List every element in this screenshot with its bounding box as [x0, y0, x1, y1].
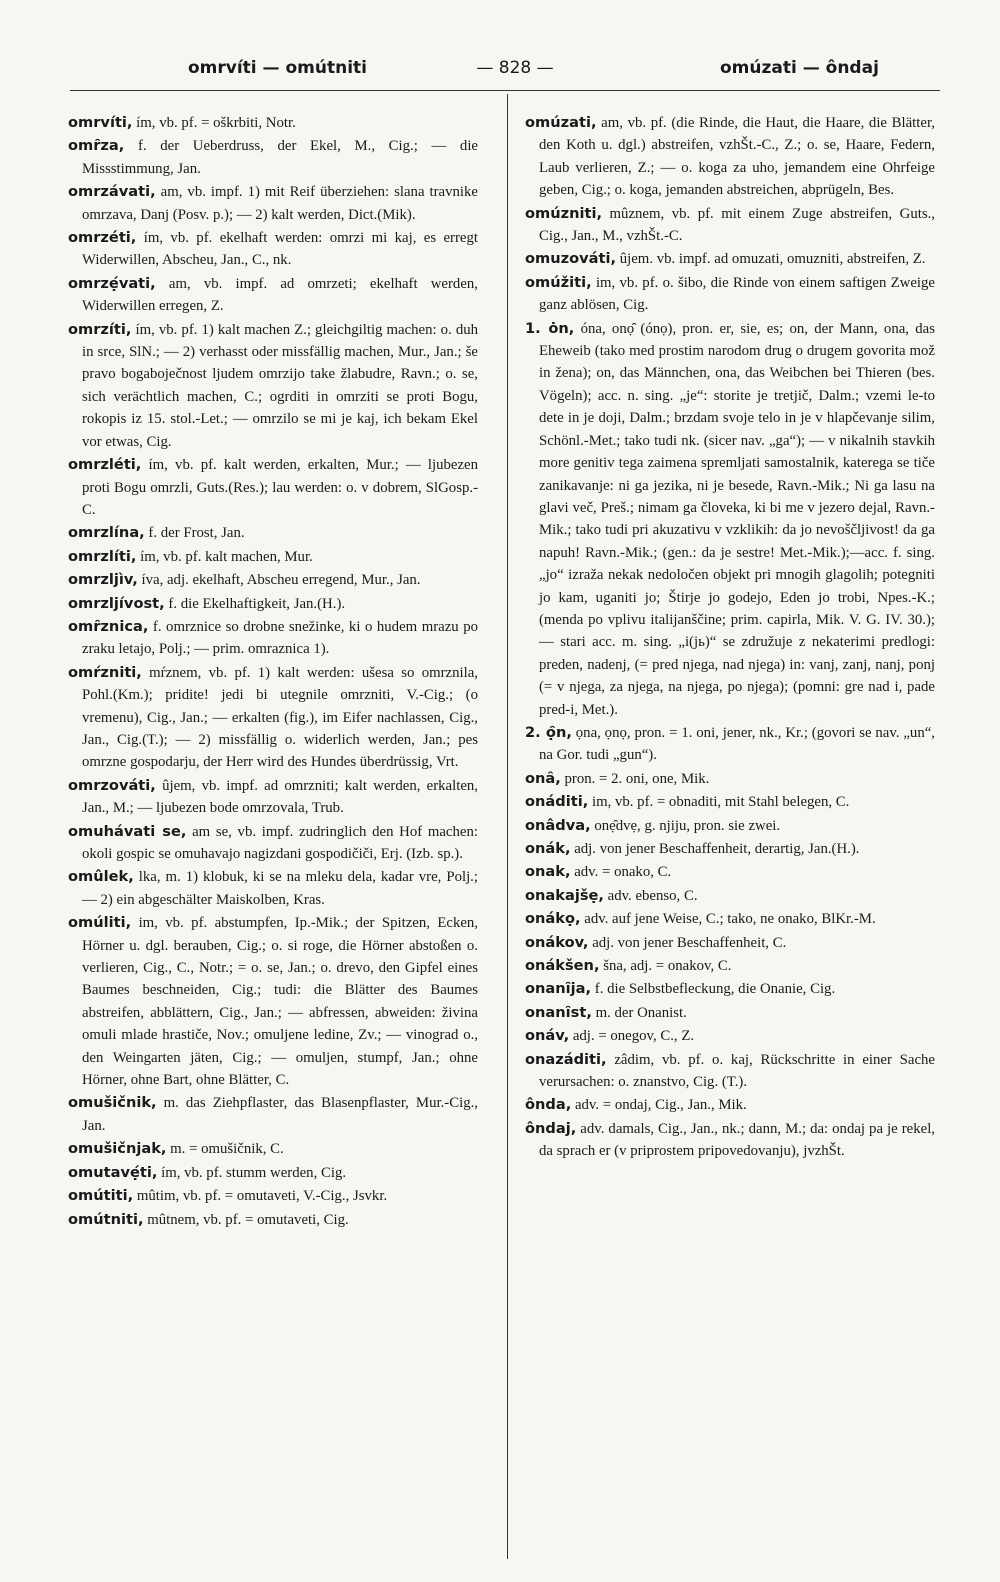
- entry-definition: am se, vb. impf. zudringlich den Hof machen: okoli gospic se omuhavajo nagizdani gospodičiči, Erj. (Izb. sp.).: [82, 823, 478, 862]
- entry-headword: ôndaj,: [525, 1119, 577, 1137]
- dictionary-entry: [68, 1185, 478, 1207]
- dictionary-entry: [525, 932, 935, 954]
- entry-definition: am, vb. pf. (die Rinde, die Haut, die Haare, die Blätter, den Koth u. dgl.) abstreifen, vzhŠt.-C., Z.; o. se, Haare, Federn, Laub verlieren, Z.; — o. koga za uho, jemandem eine Ohrfeige geben, Cig.; o. koga, jemanden abstreichen, abprügeln, Bes.: [539, 115, 936, 199]
- dictionary-entry: [68, 454, 478, 521]
- entry-definition: m. = omušičnik, C.: [170, 1141, 284, 1158]
- entry-definition: f. der Ueberdruss, der Ekel, M., Cig.; — die Missstimmung, Jan.: [82, 138, 478, 177]
- dictionary-entry: [68, 181, 478, 226]
- entry-headword: omrzlíti,: [68, 547, 137, 565]
- entry-headword: omutavẹ́ti,: [68, 1163, 158, 1181]
- dictionary-entry: [68, 593, 478, 615]
- entry-definition: f. die Ekelhaftigkeit, Jan.(H.).: [168, 595, 346, 612]
- entry-headword: omrzávati,: [68, 183, 156, 201]
- dictionary-entry: [68, 522, 478, 544]
- entry-headword: onâdva,: [525, 816, 591, 834]
- entry-headword: omušičnik,: [68, 1094, 157, 1112]
- entry-definition: ím, vb. pf. kalt werden, erkalten, Mur.; — ljubezen proti Bogu omrzli, Guts.(Res.); lau werden: o. v dobrem, SlGosp.-C.: [82, 457, 479, 518]
- entry-headword: onakajšẹ,: [525, 886, 604, 904]
- entry-definition: ím, vb. pf. 1) kalt machen Z.; gleichgiltig machen: o. duh in srce, SlN.; — 2) verhasst oder missfällig machen, Mur., Jan.; še pravo bogaboječnost ljudem omrzijo take žlabudre, Ravn.; o. se, sich verächtlich machen, C.; ogrditi in omrziti se proti Bogu, rokopis iz 15. stol.-Let.; — omrzilo se mi je kaj, ich bekam Ekel vor etwas, Cig.: [82, 321, 479, 450]
- right-column: [525, 112, 935, 1164]
- dictionary-entry: [525, 791, 935, 813]
- dictionary-entry: [68, 569, 478, 591]
- entry-headword: 1. ȯn,: [525, 319, 575, 337]
- entry-definition: m. der Onanist.: [595, 1004, 687, 1021]
- entry-headword: onáv,: [525, 1027, 570, 1045]
- dictionary-entry: [68, 112, 478, 134]
- dictionary-entry: [68, 319, 478, 453]
- entry-headword: onákov,: [525, 933, 589, 951]
- entry-definition: ọna, ọnọ, pron. = 1. oni, jener, nk., Kr.; (govori se nav. „un“, na Gor. tudi „gun“).: [539, 724, 935, 764]
- entry-definition: šna, adj. = onakov, C.: [603, 958, 732, 975]
- entry-definition: mûtnem, vb. pf. = omutaveti, Cig.: [147, 1211, 349, 1228]
- entry-definition: adj. = onegov, C., Z.: [572, 1028, 695, 1045]
- entry-headword: onanȋst,: [525, 1003, 592, 1021]
- entry-definition: am, vb. impf. ad omrzeti; ekelhaft werden, Widerwillen erregen, Z.: [82, 275, 478, 315]
- column-divider: [507, 94, 508, 1559]
- entry-headword: omútniti,: [68, 1210, 144, 1228]
- entry-definition: f. die Selbstbefleckung, die Onanie, Cig.: [594, 981, 836, 998]
- entry-definition: ím, vb. pf. ekelhaft werden: omrzi mi kaj, es erregt Widerwillen, Abscheu, Jan., C., nk.: [82, 230, 478, 269]
- dictionary-entry: [525, 908, 935, 930]
- dictionary-entry: [525, 1002, 935, 1024]
- dictionary-entry: [68, 273, 478, 318]
- page-header: [70, 54, 940, 86]
- entry-definition: ím, vb. pf. kalt machen, Mur.: [140, 548, 313, 565]
- entry-definition: am, vb. impf. 1) mit Reif überziehen: slana travnike omrzava, Danj (Posv. p.); — 2) kalt werden, Dict.(Mik).: [82, 184, 478, 223]
- dictionary-entry: [525, 978, 935, 1000]
- dictionary-entry: [68, 1092, 478, 1137]
- entry-definition: pron. = 2. oni, one, Mik.: [564, 770, 710, 787]
- entry-headword: omrzováti,: [68, 776, 156, 794]
- entry-headword: onákšen,: [525, 957, 600, 975]
- entry-definition: mûtim, vb. pf. = omutaveti, V.-Cig., Jsvkr.: [136, 1188, 388, 1205]
- entry-headword: omuhávati se,: [68, 822, 187, 840]
- dictionary-entry: [525, 203, 935, 248]
- entry-definition: f. der Frost, Jan.: [148, 525, 245, 542]
- dictionary-entry: [68, 662, 478, 774]
- entry-headword: omúzniti,: [525, 204, 603, 222]
- header-right-range: omúzati — ôndaj: [720, 58, 879, 78]
- dictionary-entry: [525, 1049, 935, 1094]
- dictionary-entry: [68, 546, 478, 568]
- entry-definition: adv. ebenso, C.: [607, 887, 698, 904]
- entry-definition: m. das Ziehpflaster, das Blasenpflaster, Mur.-Cig., Jan.: [82, 1095, 478, 1134]
- entry-headword: onáditi,: [525, 793, 589, 811]
- entry-headword: omûlek,: [68, 868, 134, 886]
- dictionary-entry: [525, 838, 935, 860]
- entry-definition: adv. auf jene Weise, C.; tako, ne onako, BlKr.-M.: [584, 911, 876, 928]
- entry-headword: onákọ,: [525, 910, 581, 928]
- dictionary-entry: [68, 1209, 478, 1231]
- entry-headword: omrzljívost,: [68, 594, 165, 612]
- header-left-range: omrvíti — omútniti: [188, 58, 367, 78]
- entry-definition: im, vb. pf. o. šibo, die Rinde von einem saftigen Zweige ganz ablösen, Cig.: [539, 274, 935, 314]
- entry-headword: omrzléti,: [68, 456, 142, 474]
- dictionary-entry: [525, 318, 935, 721]
- entry-definition: lka, m. 1) klobuk, ki se na mleku dela, kadar vre, Polj.; — 2) ein abgeschälter Maiskolben, Kras.: [82, 869, 478, 908]
- entry-definition: óna, onọ̑ (ónọ), pron. er, sie, es; on, der Mann, ona, das Eheweib (tako med prostim narodom drug o drugem govorita mož in žena); on, das Männchen, ona, das Weibchen bei Thieren (bes. Vögeln); acc. n. sing. „je“: storite je tretjič, Dalm.; vzemi le-to dete in je doji, Dalm.; brzdam svoje telo in je v hlapčevanje silim, Schönl.-Met.; tako tudi nk. (sicer nav. „ga“); — v nikalnih stavkih more genitiv tega zaimena spremljati samostalnik, katerega se tiče zanikavanje: ni ga jezika, ni je besede, Ravn.-Mik.; Ni ga lasu na glavi več, Preš.; nimam ga človeka, ki bi me v jezero dejal, Ravn.-Mik.; tako tudi pri akuzativu v vzklikih: da jo nevoščljivost! da ga napuh! Ravn.-Mik.; (gen.: da je sestre! Met.-Mik.);—acc. f. sing. „jo“ izraža nekak nedoločen objekt pri mnogih glagolih; potegniti jo kam, uganiti jo; Štirje jo godejo, Eden jo trobi, Npes.-K.; (menda po vplivu italijanščine; prim. capirla, Mik. V. G. IV. 30.); — stari acc. m. sing. „i(jь)“ se združuje z nekaterimi predlogi: preden, nadenj, (= pred njega, nad njega) in: vanj, zanj, nanj, ponj (= v njega, za njega, na njega, po njega); (pomni: gre nad i, pade pred-i, Met.).: [539, 320, 935, 718]
- entry-headword: omrzljìv,: [68, 571, 138, 589]
- dictionary-entry: [68, 135, 478, 180]
- entry-headword: onazáditi,: [525, 1050, 607, 1068]
- dictionary-entry: [525, 1094, 935, 1116]
- page-number: — 828 —: [476, 58, 554, 78]
- left-column: [68, 112, 478, 1232]
- entry-definition: onẹ̑dvẹ, g. njiju, pron. sie zwei.: [594, 817, 781, 834]
- dictionary-entry: [525, 112, 935, 202]
- dictionary-entry: [525, 955, 935, 977]
- dictionary-entry: [525, 248, 935, 270]
- entry-definition: adv. = onako, C.: [574, 864, 672, 881]
- entry-headword: omušičnjak,: [68, 1140, 167, 1158]
- entry-headword: omrvíti,: [68, 114, 133, 131]
- entry-headword: onák,: [525, 840, 571, 857]
- entry-headword: omrzlína,: [68, 524, 145, 542]
- entry-headword: onȃ,: [525, 769, 561, 787]
- entry-definition: ûjem. vb. impf. ad omuzati, omuzniti, abstreifen, Z.: [619, 251, 926, 268]
- entry-headword: onak,: [525, 863, 571, 881]
- dictionary-entry: [68, 616, 478, 661]
- entry-definition: adj. von jener Beschaffenheit, derartig, Jan.(H.).: [574, 841, 860, 857]
- dictionary-entry: [68, 227, 478, 272]
- entry-headword: omȓza,: [68, 137, 125, 155]
- entry-headword: omrzéti,: [68, 229, 137, 247]
- dictionary-entry: [68, 1162, 478, 1184]
- dictionary-entry: [525, 885, 935, 907]
- entry-definition: ím, vb. pf. stumm werden, Cig.: [161, 1164, 347, 1181]
- entry-headword: onanȋja,: [525, 980, 592, 998]
- dictionary-entry: [525, 272, 935, 317]
- dictionary-entry: [525, 815, 935, 837]
- entry-definition: ím, vb. pf. = oškrbiti, Notr.: [136, 115, 296, 131]
- entry-headword: ônda,: [525, 1096, 572, 1114]
- entry-definition: im, vb. pf. = obnaditi, mit Stahl belegen, C.: [591, 794, 850, 811]
- entry-definition: mûznem, vb. pf. mit einem Zuge abstreifen, Guts., Cig., Jan., M., vzhŠt.-C.: [539, 205, 935, 245]
- dictionary-entry: [525, 1025, 935, 1047]
- entry-definition: im, vb. pf. abstumpfen, Ip.-Mik.; der Spitzen, Ecken, Hörner u. dgl. berauben, Cig.; o. si roge, die Hörner abstoßen o. verlieren, Cig., C., Notr.; = o. se, Jan.; o. drevo, den Gipfel eines Baumes beschneiden, Cig.; tudi: die Blätter des Baumes abstreifen, abblättern, Cig., Jan.; — abfressen, abweiden: živina omuli mlade hrastiče, Nov.; omuljene ledine, Zv.; — vinograd o., den Weingarten jäten, Cig.; — omuljen, stumpf, Jan.; ohne Hörner, ohne Bart, ohne Blätter, C.: [82, 915, 479, 1089]
- entry-headword: omuzováti,: [525, 250, 617, 268]
- dictionary-entry: [68, 1138, 478, 1160]
- entry-headword: omúliti,: [68, 914, 132, 932]
- dictionary-entry: [525, 768, 935, 790]
- dictionary-entry: [68, 775, 478, 820]
- header-rule: [70, 90, 940, 91]
- entry-headword: omrzíti,: [68, 320, 132, 338]
- entry-headword: omúžiti,: [525, 273, 592, 291]
- entry-definition: adv. damals, Cig., Jan., nk.; dann, M.; da: ondaj pa je rekel, da sprach er (v priprostem pripovedovanju), jvzhŠt.: [539, 1120, 936, 1160]
- dictionary-entry: [525, 861, 935, 883]
- entry-headword: omrzẹ́vati,: [68, 274, 156, 292]
- entry-definition: f. omrznice so drobne snežinke, ki o hudem mrazu po zraku letajo, Polj.; — prim. omraznica 1).: [82, 618, 478, 658]
- entry-headword: omŕzniti,: [68, 663, 142, 681]
- entry-definition: mŕznem, vb. pf. 1) kalt werden: ušesa so omrznila, Pohl.(Km.); pridite! jedi bi utegnile omrzniti, V.-Cig.; (o vremenu), Cig., Jan.; — erkalten (fig.), im Eifer nachlassen, Cig., Jan., Cig.(T.); — 2) missfällig o. widerlich werden, Jan.; pes omrzne gospodarju, der Herr wird des Hundes überdrüssig, Vrt.: [82, 664, 478, 771]
- entry-definition: ûjem, vb. impf. ad omrzniti; kalt werden, erkalten, Jan., M.; — ljubezen bode omrzovala, Trub.: [82, 777, 478, 817]
- dictionary-entry: [525, 1118, 935, 1163]
- entry-headword: omúzati,: [525, 114, 597, 131]
- dictionary-entry: [68, 912, 478, 1091]
- entry-headword: 2. ọ̑n,: [525, 723, 572, 741]
- entry-definition: íva, adj. ekelhaft, Abscheu erregend, Mur., Jan.: [141, 572, 421, 589]
- dictionary-entry: [68, 866, 478, 911]
- entry-definition: adj. von jener Beschaffenheit, C.: [592, 934, 787, 951]
- dictionary-entry: [525, 722, 935, 767]
- entry-definition: adv. = ondaj, Cig., Jan., Mik.: [574, 1097, 747, 1114]
- entry-headword: omȓznica,: [68, 617, 149, 635]
- dictionary-entry: [68, 821, 478, 866]
- entry-definition: zâdim, vb. pf. o. kaj, Rückschritte in einer Sache verursachen: o. znanstvo, Cig. (T.).: [539, 1051, 935, 1091]
- entry-headword: omútiti,: [68, 1187, 134, 1205]
